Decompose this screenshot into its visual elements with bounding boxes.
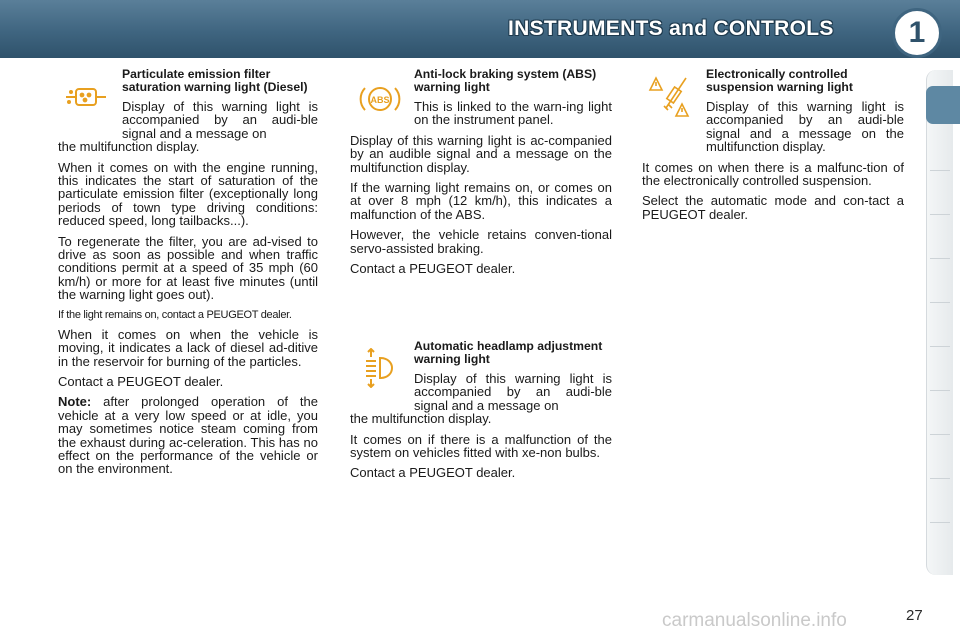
note-label: Note: [58, 394, 92, 410]
column-particulate-filter [58, 68, 318, 483]
tab-divider [930, 302, 950, 303]
tab-divider [930, 346, 950, 347]
paragraph: Contact a PEUGEOT dealer. [58, 373, 224, 389]
tab-divider [930, 258, 950, 259]
section-heading: Anti-lock braking system (ABS) warning light [414, 67, 597, 94]
tab-divider [930, 434, 950, 435]
tab-divider [930, 390, 950, 391]
paragraph: When it comes on with the engine running, this indicates the start of saturation of the particulate emission filter (exceptionally long periods of town type driving conditions: reduced speed, long tailbacks...). [58, 159, 318, 229]
paragraph: It comes on if there is a malfunction of the system on vehicles fitted with xe-non bulbs. [350, 431, 612, 461]
column-suspension [642, 68, 904, 228]
paragraph: Display of this warning light is accompanied by an audi-ble signal and a message on the multifunction display. [706, 99, 904, 155]
note-text: after prolonged operation of the vehicle at a very low speed or at idle, you may sometimes notice steam coming from the exhaust during ac-celeration. This has no effect on the performance of the vehicle or on the environment. [58, 394, 318, 477]
paragraph: It comes on when there is a malfunc-tion of the electronically controlled suspension. [642, 159, 904, 189]
paragraph: Select the automatic mode and con-tact a PEUGEOT dealer. [642, 193, 904, 222]
section-heading: Automatic headlamp adjustment warning light [414, 339, 603, 366]
page-number: 27 [906, 607, 923, 624]
chapter-tab-active[interactable] [926, 86, 960, 124]
tab-divider [930, 478, 950, 479]
section-heading: Particulate emission filter saturation warning light (Diesel) [122, 67, 308, 94]
paragraph: the multifunction display. [58, 139, 200, 155]
paragraph: the multifunction display. [350, 411, 492, 427]
paragraph: Display of this warning light is ac-companied by an audible signal and a message on the multifunction display. [350, 132, 612, 175]
paragraph: Contact a PEUGEOT dealer. [350, 261, 516, 277]
section-heading: Electronically controlled suspension warning light [706, 67, 853, 94]
column-headlamp-adjust [350, 340, 612, 487]
paragraph: This is linked to the warn-ing light on the instrument panel. [414, 99, 612, 128]
paragraph: However, the vehicle retains conven-tional servo-assisted braking. [350, 227, 612, 256]
note-paragraph [58, 395, 318, 475]
chapter-tab-strip [926, 70, 953, 575]
tab-divider [930, 522, 950, 523]
chapter-badge: 1 [892, 8, 942, 58]
tab-divider [930, 170, 950, 171]
abs-icon-label: ABS [370, 95, 390, 105]
tab-divider [930, 214, 950, 215]
paragraph: Contact a PEUGEOT dealer. [350, 465, 516, 481]
paragraph: Display of this warning light is accompanied by an audi-ble signal and a message on [122, 99, 318, 141]
paragraph: To regenerate the filter, you are ad-vised to drive as soon as possible and when traffic conditions permit at a speed of 35 mph (60 km/h) or more for at least five minutes (until the warning light goes out). [58, 233, 318, 303]
column-abs [350, 68, 612, 282]
watermark: carmanualsonline.info [662, 610, 847, 631]
page-title: INSTRUMENTS and CONTROLS [508, 17, 834, 40]
paragraph: Display of this warning light is accompanied by an audi-ble signal and a message on [414, 371, 612, 413]
paragraph: If the light remains on, contact a PEUGEOT dealer. [58, 308, 292, 321]
paragraph: When it comes on when the vehicle is moving, it indicates a lack of diesel ad-ditive in the reservoir for burning of the particles. [58, 326, 318, 369]
paragraph: If the warning light remains on, or comes on at over 8 mph (12 km/h), this indicates a malfunction of the ABS. [350, 180, 612, 222]
